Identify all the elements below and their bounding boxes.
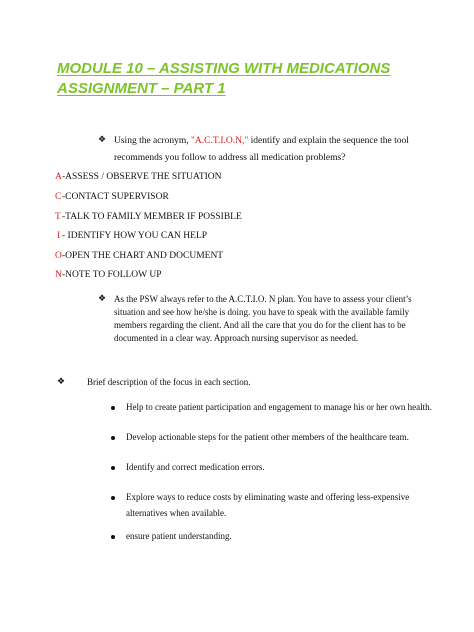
action-letter-i: I (57, 231, 61, 241)
action-text-a: -ASSESS / OBSERVE THE SITUATION (62, 172, 222, 182)
question-line-1 (114, 135, 409, 147)
question-acronym: "A.C.T.I.O.N," (191, 136, 249, 146)
action-letter-t: T (55, 212, 61, 222)
psw-paragraph-line: As the PSW always refer to the A.C.T.I.O. N plan. You have to assess your client’s (114, 294, 412, 304)
focus-bullet-5: ensure patient understanding. (126, 531, 232, 541)
psw-paragraph (114, 293, 412, 345)
focus-bullet-2: Develop actionable steps for the patient other members of the healthcare team. (126, 432, 409, 442)
action-text-i: - IDENTIFY HOW YOU CAN HELP (62, 231, 208, 241)
action-letter-a: A (55, 172, 62, 182)
focus-bullet-3: Identify and correct medication errors. (126, 462, 265, 472)
bullet-dot-icon (111, 436, 115, 440)
action-text-n: -NOTE TO FOLLOW UP (62, 270, 162, 280)
bullet-dot-icon (111, 466, 115, 470)
question-line-2: recommends you follow to address all medication problems? (114, 153, 346, 163)
action-letter-n: N (55, 270, 62, 280)
focus-bullet-1: Help to create patient participation and engagement to manage his or her own health. (126, 402, 432, 412)
psw-paragraph-line: members regarding the client. And all the care that you do for the client has to be (114, 320, 406, 330)
bullet-dot-icon (111, 535, 115, 539)
focus-bullet-4: Explore ways to reduce costs by eliminating waste and offering less-expensive (126, 492, 410, 502)
action-text-c: -CONTACT SUPERVISOR (62, 192, 169, 202)
action-letter-c: C (55, 192, 62, 202)
module-title-line-1: MODULE 10 – ASSISTING WITH MEDICATIONS (57, 60, 391, 77)
psw-paragraph-line: documented in a clear way. Approach nursing supervisor as needed. (114, 333, 359, 343)
diamond-bullet-icon: ❖ (57, 377, 66, 387)
module-title-line-2: ASSIGNMENT – PART 1 (57, 80, 226, 97)
diamond-bullet-icon: ❖ (98, 135, 107, 145)
diamond-bullet-icon: ❖ (98, 294, 107, 304)
question-suffix: identify and explain the sequence the tool (248, 136, 409, 146)
focus-bullet-4-line-2: alternatives when available. (126, 508, 227, 518)
psw-paragraph-line: situation and see how he/she is doing. you have to speak with the available family (114, 307, 410, 317)
bullet-dot-icon (111, 496, 115, 500)
question-prefix: Using the acronym, (114, 136, 192, 146)
action-text-t: -TALK TO FAMILY MEMBER IF POSSIBLE (62, 212, 242, 222)
section2-heading: Brief description of the focus in each section. (87, 377, 251, 387)
action-text-o: -OPEN THE CHART AND DOCUMENT (62, 251, 224, 261)
bullet-dot-icon (111, 406, 115, 410)
action-letter-o: O (55, 251, 62, 261)
